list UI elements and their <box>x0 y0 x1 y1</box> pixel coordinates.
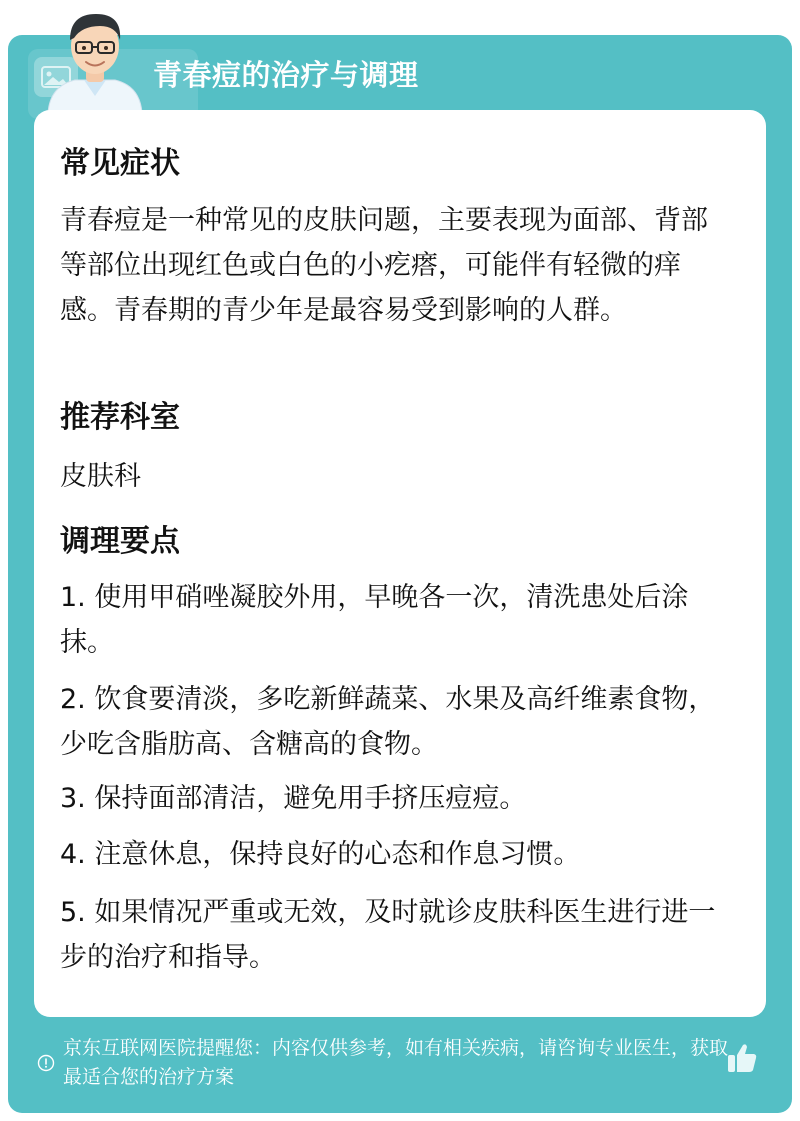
list-item: 3. 保持面部清洁，避免用手挤压痘痘。 <box>60 783 527 814</box>
department-text: 皮肤科 <box>60 461 141 492</box>
section-title-symptoms: 常见症状 <box>60 146 180 181</box>
list-item: 2. 饮食要清淡，多吃新鲜蔬菜、水果及高纤维素食物，少吃含脂肪高、含糖高的食物。 <box>60 684 716 760</box>
symptoms-text: 青春痘是一种常见的皮肤问题，主要表现为面部、背部等部位出现红色或白色的小疙瘩，可能伴有轻微的痒感。青春期的青少年是最容易受到影响的人群。 <box>60 205 708 326</box>
section-title-department: 推荐科室 <box>60 400 180 435</box>
info-icon <box>37 1054 55 1072</box>
list-item: 1. 使用甲硝唑凝胶外用，早晚各一次，清洗患处后涂抹。 <box>60 582 689 658</box>
list-item: 5. 如果情况严重或无效，及时就诊皮肤科医生进行进一步的治疗和指导。 <box>60 897 716 973</box>
list-item: 4. 注意休息，保持良好的心态和作息习惯。 <box>60 839 581 870</box>
thumbs-up-icon[interactable] <box>724 1040 760 1076</box>
doctor-avatar-icon <box>40 8 150 113</box>
page-title: 青春痘的治疗与调理 <box>153 58 419 92</box>
section-title-care-points: 调理要点 <box>60 524 180 559</box>
footer-disclaimer: 京东互联网医院提醒您：内容仅供参考，如有相关疾病，请咨询专业医生，获取最适合您的治疗方案 <box>63 1037 729 1088</box>
content-panel <box>34 110 766 1017</box>
